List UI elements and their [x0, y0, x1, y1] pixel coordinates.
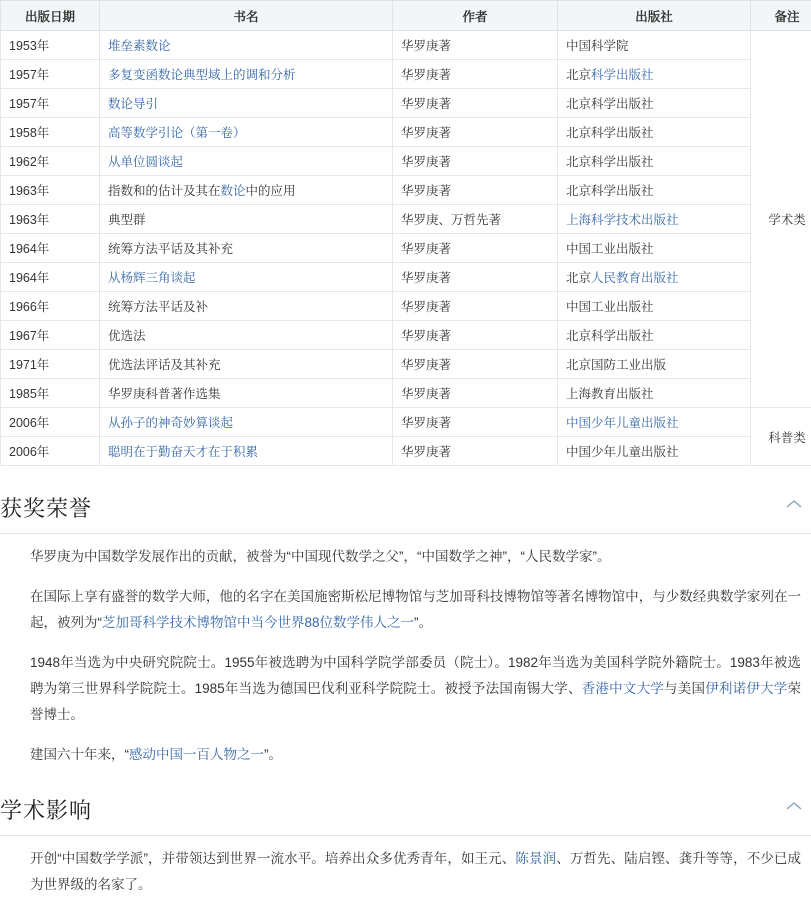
col-header-date: 出版日期 [1, 1, 100, 31]
cell-date: 1971年 [1, 350, 100, 379]
section-divider [0, 835, 811, 836]
cell-press: 中国科学院 [558, 31, 751, 60]
cell-title: 指数和的估计及其在数论中的应用 [100, 176, 393, 205]
table-row [1, 292, 811, 321]
table-row [1, 379, 811, 408]
section-title: 学术影响 [0, 798, 92, 823]
cell-title[interactable] [100, 408, 393, 437]
cell-press: 中国少年儿童出版社 [558, 437, 751, 466]
cell-date: 2006年 [1, 408, 100, 437]
table-row [1, 89, 811, 118]
table-row [1, 147, 811, 176]
cell-title: 优选法 [100, 321, 393, 350]
cell-title[interactable] [100, 89, 393, 118]
cell-date: 1957年 [1, 60, 100, 89]
cell-title: 优选法评话及其补充 [100, 350, 393, 379]
cell-author: 华罗庚著 [393, 234, 558, 263]
book-title-link[interactable]: 多复变函数论典型域上的调和分析 [108, 68, 296, 82]
book-title-link[interactable]: 从单位圆谈起 [108, 155, 183, 169]
cell-author: 华罗庚著 [393, 350, 558, 379]
col-header-author: 作者 [393, 1, 558, 31]
cell-author: 华罗庚著 [393, 292, 558, 321]
table-head [1, 1, 811, 31]
press-link[interactable]: 人民教育出版社 [591, 271, 679, 285]
inline-term-link[interactable]: 伊利诺伊大学 [705, 681, 787, 696]
cell-date: 1962年 [1, 147, 100, 176]
cell-press: 北京科学出版社 [558, 321, 751, 350]
paragraph: 华罗庚为中国数学发展作出的贡献，被誉为“中国现代数学之父”，“中国数学之神”，“人民数学家”。 [0, 544, 811, 570]
cell-press[interactable] [558, 408, 751, 437]
cell-author: 华罗庚著 [393, 408, 558, 437]
book-title-link[interactable]: 数论导引 [108, 97, 158, 111]
cell-date: 1985年 [1, 379, 100, 408]
cell-author: 华罗庚、万哲先著 [393, 205, 558, 234]
table-row [1, 408, 811, 437]
cell-author: 华罗庚著 [393, 263, 558, 292]
cell-title[interactable] [100, 31, 393, 60]
paragraph: 开创“中国数学学派”，并带领达到世界一流水平。培养出众多优秀青年，如王元、陈景润、万哲先、陆启铿、龚升等等，不少已成为世界级的名家了。 [0, 846, 811, 898]
press-link[interactable]: 中国少年儿童出版社 [566, 416, 679, 430]
sections-container [0, 492, 811, 898]
cell-title[interactable] [100, 263, 393, 292]
col-header-press: 出版社 [558, 1, 751, 31]
section-divider [0, 533, 811, 534]
cell-press: 中国工业出版社 [558, 234, 751, 263]
table-row [1, 31, 811, 60]
cell-press[interactable]: 北京科学出版社 [558, 60, 751, 89]
cell-title[interactable] [100, 437, 393, 466]
table-row [1, 118, 811, 147]
book-title-link[interactable]: 从孙子的神奇妙算谈起 [108, 416, 233, 430]
table-row [1, 234, 811, 263]
cell-title[interactable] [100, 60, 393, 89]
col-header-title: 书名 [100, 1, 393, 31]
table-row [1, 263, 811, 292]
cell-press: 北京科学出版社 [558, 147, 751, 176]
table-row [1, 205, 811, 234]
book-title-link[interactable]: 从杨辉三角谈起 [108, 271, 196, 285]
cell-date: 1953年 [1, 31, 100, 60]
cell-author: 华罗庚著 [393, 89, 558, 118]
paragraph: 在国际上享有盛誉的数学大师，他的名字在美国施密斯松尼博物馆与芝加哥科技博物馆等著名博物馆中，与少数经典数学家列在一起，被列为“芝加哥科学技术博物馆中当今世界88位数学伟人之一”。 [0, 584, 811, 636]
inline-term-link[interactable]: 陈景润 [515, 851, 556, 866]
table-header-row [1, 1, 811, 31]
cell-press: 北京科学出版社 [558, 89, 751, 118]
cell-author: 华罗庚著 [393, 321, 558, 350]
col-header-note: 备注 [751, 1, 811, 31]
press-link[interactable]: 科学出版社 [591, 68, 654, 82]
cell-press[interactable] [558, 205, 751, 234]
cell-author: 华罗庚著 [393, 176, 558, 205]
inline-term-link[interactable]: 感动中国一百人物之一 [129, 747, 264, 762]
cell-date: 1958年 [1, 118, 100, 147]
chevron-up-icon[interactable] [785, 800, 803, 812]
book-title-link[interactable]: 聪明在于勤奋天才在于积累 [108, 445, 258, 459]
cell-author: 华罗庚著 [393, 437, 558, 466]
cell-date: 1963年 [1, 176, 100, 205]
section-title: 获奖荣誉 [0, 496, 92, 521]
paragraph: 建国六十年来，“感动中国一百人物之一”。 [0, 742, 811, 768]
cell-author: 华罗庚著 [393, 118, 558, 147]
cell-title[interactable] [100, 118, 393, 147]
press-link[interactable]: 上海科学技术出版社 [566, 213, 679, 227]
section-header-influence [0, 794, 811, 831]
section-header-awards [0, 492, 811, 529]
cell-author: 华罗庚著 [393, 31, 558, 60]
cell-date: 1957年 [1, 89, 100, 118]
table-row [1, 350, 811, 379]
cell-press: 北京科学出版社 [558, 176, 751, 205]
table-row [1, 437, 811, 466]
chevron-up-icon[interactable] [785, 498, 803, 510]
cell-date: 1964年 [1, 263, 100, 292]
book-title-link[interactable]: 高等数学引论（第一卷） [108, 126, 246, 140]
cell-date: 2006年 [1, 437, 100, 466]
paragraph: 1948年当选为中央研究院院士。1955年被选聘为中国科学院学部委员（院士）。1982年当选为美国科学院外籍院士。1983年被选聘为第三世界科学院院士。1985年当选为德国巴伐利亚科学院院士。被授予法国南锡大学、香港中文大学与美国伊利诺伊大学荣誉博士。 [0, 650, 811, 728]
cell-press: 北京科学出版社 [558, 118, 751, 147]
cell-title[interactable] [100, 147, 393, 176]
table-row [1, 321, 811, 350]
cell-note: 学术类 [751, 31, 811, 408]
cell-date: 1963年 [1, 205, 100, 234]
cell-author: 华罗庚著 [393, 147, 558, 176]
cell-title: 典型群 [100, 205, 393, 234]
inline-term-link[interactable]: 香港中文大学 [582, 681, 664, 696]
cell-title: 统筹方法平话及其补充 [100, 234, 393, 263]
cell-note: 科普类 [751, 408, 811, 466]
cell-press: 上海教育出版社 [558, 379, 751, 408]
table-body [1, 31, 811, 466]
table-row [1, 60, 811, 89]
book-title-link[interactable]: 堆垒素数论 [108, 39, 171, 53]
cell-press: 北京国防工业出版 [558, 350, 751, 379]
cell-author: 华罗庚著 [393, 379, 558, 408]
inline-term-link[interactable]: 数论 [221, 184, 246, 198]
cell-press[interactable]: 北京人民教育出版社 [558, 263, 751, 292]
cell-date: 1967年 [1, 321, 100, 350]
cell-press: 中国工业出版社 [558, 292, 751, 321]
table-row [1, 176, 811, 205]
cell-date: 1966年 [1, 292, 100, 321]
cell-title: 华罗庚科普著作选集 [100, 379, 393, 408]
cell-date: 1964年 [1, 234, 100, 263]
cell-author: 华罗庚著 [393, 60, 558, 89]
inline-term-link[interactable]: 芝加哥科学技术博物馆中当今世界88位数学伟人之一 [102, 615, 414, 630]
cell-title: 统筹方法平话及补 [100, 292, 393, 321]
